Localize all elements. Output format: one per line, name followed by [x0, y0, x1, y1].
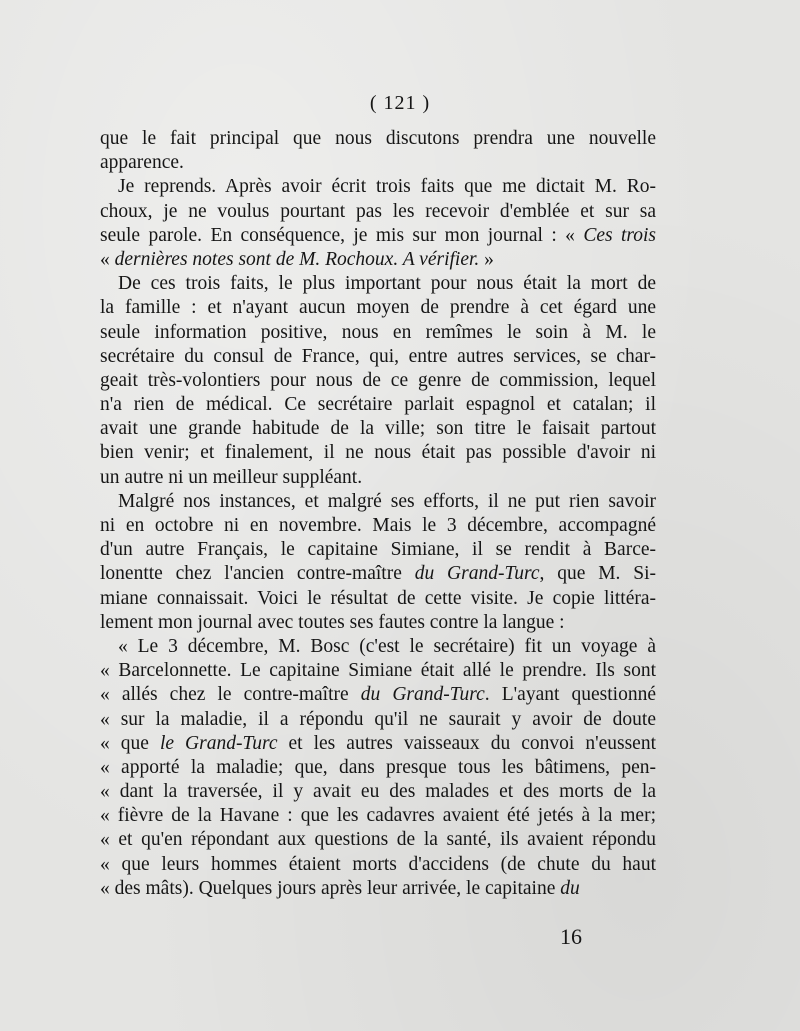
text-run: De ces trois faits, le plus important pour nous était la mort de: [118, 273, 656, 295]
text-run: « sur la maladie, il a répondu qu'il ne saurait y avoir de doute: [100, 708, 656, 730]
italic-text: du Grand-Turc: [360, 684, 485, 706]
italic-text: du Grand-Turc: [414, 563, 540, 585]
text-line: [100, 683, 656, 707]
text-line: [100, 345, 656, 369]
signature-mark: 16: [560, 924, 582, 949]
text-line: [100, 151, 656, 175]
text-line: [100, 296, 656, 320]
text-run: d'un autre Français, le capitaine Simiane, il se rendit à Barce-: [100, 539, 656, 561]
text-line: [100, 175, 656, 199]
text-run: « des mâts). Quelques jours après leur arrivée, le capitaine: [100, 877, 561, 899]
text-run: «: [100, 248, 115, 270]
text-line: [100, 853, 656, 877]
body-text: [100, 127, 656, 901]
text-line: [100, 708, 656, 732]
text-line: [100, 659, 656, 683]
text-line: [100, 877, 656, 901]
text-line: [100, 393, 656, 417]
text-run: apparence.: [100, 152, 184, 174]
text-line: [100, 417, 656, 441]
text-run: , que M. Si-: [539, 563, 656, 585]
text-run: seule parole. En conséquence, je mis sur mon journal : «: [100, 224, 584, 246]
text-run: seule information positive, nous en remîmes le soin à M. le: [100, 321, 656, 343]
text-run: Je reprends. Après avoir écrit trois faits que me dictait M. Ro-: [118, 176, 656, 198]
text-line: [100, 611, 656, 635]
text-line: [100, 635, 656, 659]
text-line: [100, 321, 656, 345]
text-line: [100, 248, 656, 272]
text-run: secrétaire du consul de France, qui, entre autres services, se char-: [100, 345, 656, 367]
text-line: [100, 200, 656, 224]
text-run: « allés chez le contre-maître: [100, 684, 361, 706]
text-line: [100, 441, 656, 465]
italic-text: le Grand-Turc: [159, 732, 278, 754]
text-line: [100, 272, 656, 296]
text-run: miane connaissait. Voici le résultat de cette visite. Je copie littéra-: [100, 587, 656, 609]
text-run: « et qu'en répondant aux questions de la santé, ils avaient répondu: [100, 829, 656, 851]
text-line: [100, 587, 656, 611]
text-line: [100, 127, 656, 151]
text-run: n'a rien de médical. Ce secrétaire parlait espagnol et catalan; il: [100, 394, 656, 416]
text-run: lonentte chez l'ancien contre-maître: [100, 563, 415, 585]
text-line: [100, 224, 656, 248]
text-run: « fièvre de la Havane : que les cadavres avaient été jetés à la mer;: [100, 805, 656, 827]
text-line: [100, 828, 656, 852]
text-run: et les autres vaisseaux du convoi n'eussent: [277, 732, 656, 754]
text-run: lement mon journal avec toutes ses fautes contre la langue :: [100, 611, 565, 633]
italic-text: Ces trois: [583, 224, 656, 246]
text-line: [100, 756, 656, 780]
text-line: [100, 369, 656, 393]
text-run: que le fait principal que nous discutons prendra une nouvelle: [100, 128, 656, 149]
text-run: « apporté la maladie; que, dans presque tous les bâtimens, pen-: [100, 756, 656, 778]
text-run: « que leurs hommes étaient morts d'accidens (de chute du haut: [100, 853, 656, 875]
text-line: [100, 804, 656, 828]
text-line: [100, 538, 656, 562]
text-run: geait très-volontiers pour nous de ce genre de commission, lequel: [100, 369, 656, 391]
text-line: [100, 514, 656, 538]
italic-text: du: [560, 877, 580, 899]
text-run: »: [479, 248, 494, 270]
text-run: ni en octobre ni en novembre. Mais le 3 décembre, accompagné: [100, 515, 656, 536]
text-line: [100, 490, 656, 514]
text-line: [100, 732, 656, 756]
text-line: [100, 466, 656, 490]
text-run: « dant la traversée, il y avait eu des malades et des morts de la: [100, 781, 656, 803]
text-run: choux, je ne voulus pourtant pas les recevoir d'emblée et sur sa: [100, 200, 656, 222]
text-run: « que: [100, 732, 160, 754]
text-run: bien venir; et finalement, il ne nous était pas possible d'avoir ni: [100, 442, 656, 464]
text-run: Malgré nos instances, et malgré ses efforts, il ne put rien savoir: [118, 490, 656, 512]
text-run: la famille : et n'ayant aucun moyen de prendre à cet égard une: [100, 297, 656, 319]
text-run: avait une grande habitude de la ville; son titre le faisait partout: [100, 418, 656, 440]
text-run: « Barcelonnette. Le capitaine Simiane était allé le prendre. Ils sont: [100, 660, 656, 682]
text-run: un autre ni un meilleur suppléant.: [100, 466, 363, 488]
text-run: « Le 3 décembre, M. Bosc (c'est le secrétaire) fit un voyage à: [118, 635, 656, 657]
page-number: ( 121 ): [369, 92, 431, 114]
text-run: . L'ayant questionné: [484, 684, 656, 706]
italic-text: dernières notes sont de M. Rochoux. A vérifier.: [114, 248, 480, 270]
text-line: [100, 780, 656, 804]
text-line: [100, 562, 656, 586]
